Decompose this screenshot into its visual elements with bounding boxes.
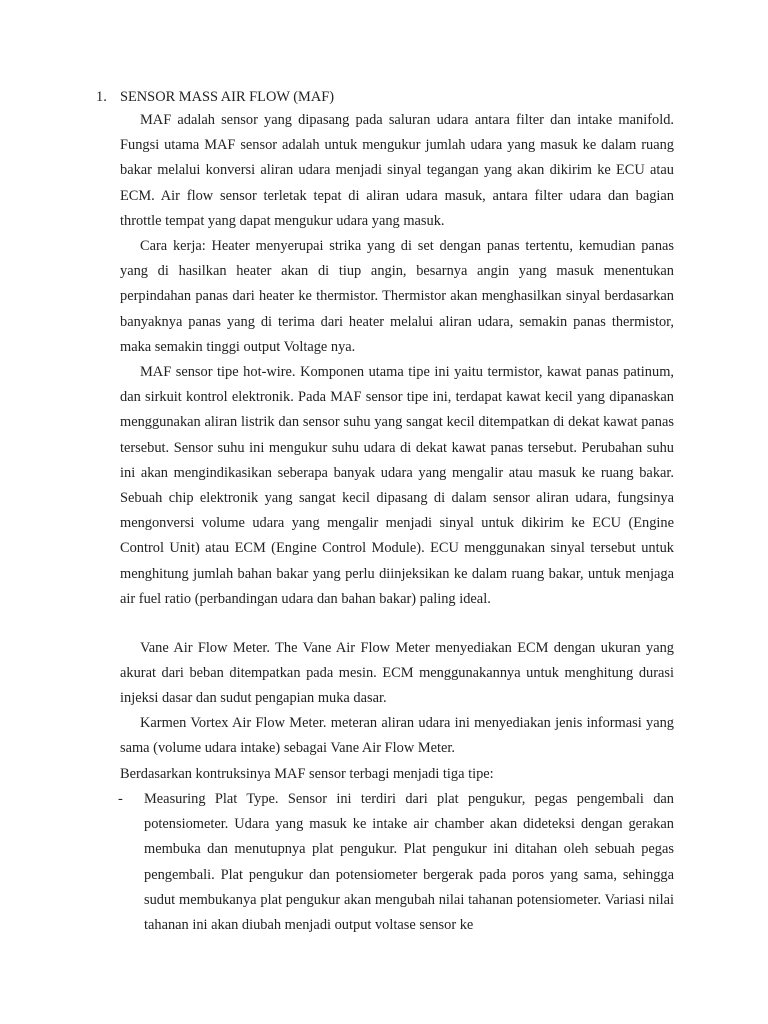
paragraph-cara-kerja: Cara kerja: Heater menyerupai strika yang di set dengan panas tertentu, kemudian panas yang di hasilkan heater akan di tiup angin, besarnya angin yang masuk menentukan perpindahan panas dari heater ke thermistor. Thermistor akan menghasilkan sinyal berdasarkan banyaknya panas yang di terima dari heater melalui aliran udara, semakin panas thermistor, maka semakin tinggi output Voltage nya. (120, 238, 674, 355)
bullet-marker: - (118, 791, 123, 807)
section-title: SENSOR MASS AIR FLOW (MAF) (120, 89, 335, 105)
paragraph-vane-air-flow: Vane Air Flow Meter. The Vane Air Flow Meter menyediakan ECM dengan ukuran yang akurat dari beban ditempatkan pada mesin. ECM menggunakannya untuk menghitung durasi injeksi dasar dan sudut pengapian muka dasar. (120, 640, 674, 707)
paragraph-maf-definition: MAF adalah sensor yang dipasang pada saluran udara antara filter dan intake manifold. Fungsi utama MAF sensor adalah untuk mengukur jumlah udara yang masuk ke dalam ruang bakar melalui konversi aliran udara menjadi sinyal tegangan yang akan dikirim ke ECU atau ECM. Air flow sensor terletak tepat di aliran udara masuk, antara filter udara dan bagian throttle tempat yang dapat mengukur udara yang masuk. (120, 112, 674, 229)
paragraph-types-intro: Berdasarkan kontruksinya MAF sensor terbagi menjadi tiga tipe: (120, 766, 494, 782)
paragraph-karmen-vortex: Karmen Vortex Air Flow Meter. meteran aliran udara ini menyediakan jenis informasi yang sama (volume udara intake) sebagai Vane Air Flow Meter. (120, 715, 674, 757)
section-heading (96, 86, 334, 108)
section-number: 1. (96, 89, 107, 105)
bullet-measuring-plat: Measuring Plat Type. Sensor ini terdiri dari plat pengukur, pegas pengembali dan potensiometer. Udara yang masuk ke intake air chamber akan dideteksi dengan gerakan membuka dan menutupnya plat pengukur. Plat pengukur ini ditahan oleh sebuah pegas pengembali. Plat pengukur dan potensiometer bergerak pada poros yang sama, sehingga sudut membukanya plat pengukur akan mengubah nilai tahanan potensiometer. Variasi nilai tahanan ini akan diubah menjadi output voltase sensor ke (144, 791, 674, 934)
paragraph-hot-wire: MAF sensor tipe hot-wire. Komponen utama tipe ini yaitu termistor, kawat panas patinum, dan sirkuit kontrol elektronik. Pada MAF sensor tipe ini, terdapat kawat kecil yang dipanaskan menggunakan aliran listrik dan sensor suhu yang sangat kecil ditempatkan di dekat kawat panas tersebut. Sensor suhu ini mengukur suhu udara di dekat kawat panas tersebut. Perubahan suhu ini akan mengindikasikan seberapa banyak udara yang mengalir atau masuk ke ruang bakar. Sebuah chip elektronik yang sangat kecil dipasang di dalam sensor aliran udara, fungsinya mengonversi volume udara yang mengalir menjadi sinyal untuk dikirim ke ECU (Engine Control Unit) atau ECM (Engine Control Module). ECU menggunakan sinyal tersebut untuk menghitung jumlah bahan bakar yang perlu diinjeksikan ke dalam ruang bakar, untuk menjaga air fuel ratio (perbandingan udara dan bahan bakar) paling ideal. (120, 364, 674, 607)
